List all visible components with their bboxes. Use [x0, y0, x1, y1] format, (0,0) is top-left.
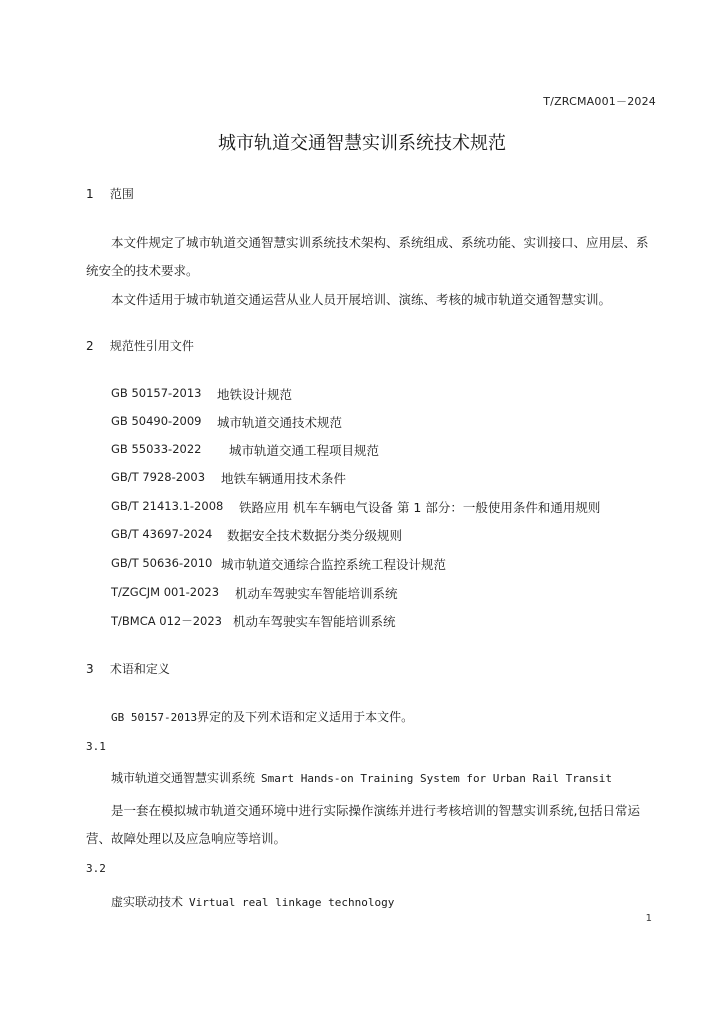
term-3-1-definition-line-1: 是一套在模拟城市轨道交通环境中进行实际操作演练并进行考核培训的智慧实训系统,包括日常运	[111, 803, 640, 818]
term-3-1-en: Smart Hands-on Training System for Urban Rail Transit	[261, 772, 613, 785]
reference-title: 数据安全技术数据分类分级规则	[227, 528, 403, 543]
section-1-heading	[86, 185, 134, 202]
term-3-1-number: 3.1	[86, 740, 106, 753]
section-1-title: 范围	[109, 187, 134, 201]
term-3-1-zh: 城市轨道交通智慧实训系统	[111, 771, 256, 785]
section-3-intro-code: GB 50157-2013	[111, 711, 198, 724]
reference-code: GB 50157-2013	[111, 386, 202, 400]
section-3-number: 3	[86, 662, 94, 676]
reference-code: T/BMCA 012－2023	[111, 614, 222, 628]
standard-code: T/ZRCMA001－2024	[543, 95, 656, 108]
section-1-paragraph-1-line-1: 本文件规定了城市轨道交通智慧实训系统技术架构、系统组成、系统功能、实训接口、应用层、系	[111, 235, 649, 250]
section-3-title: 术语和定义	[109, 662, 170, 676]
section-3-intro	[111, 708, 413, 725]
section-3-intro-text: 界定的及下列术语和定义适用于本文件。	[197, 710, 414, 724]
reference-title: 地铁设计规范	[217, 387, 293, 402]
term-3-2-name	[111, 893, 394, 910]
page-number: 1	[645, 913, 652, 924]
term-3-1-definition-line-2: 营、故障处理以及应急响应等培训。	[86, 831, 287, 846]
reference-code: GB/T 50636-2010	[111, 556, 213, 570]
term-3-2-number: 3.2	[86, 862, 106, 875]
reference-title: 城市轨道交通工程项目规范	[229, 443, 380, 458]
section-2-title: 规范性引用文件	[109, 339, 194, 353]
term-3-2-zh: 虚实联动技术	[111, 895, 184, 909]
reference-code: GB/T 21413.1-2008	[111, 499, 224, 513]
reference-code: GB 50490-2009	[111, 414, 202, 428]
section-1-paragraph-1-line-2: 统安全的技术要求。	[86, 263, 199, 278]
reference-title: 机动车驾驶实车智能培训系统	[235, 586, 398, 601]
section-2-heading	[86, 337, 194, 354]
section-1-paragraph-2: 本文件适用于城市轨道交通运营从业人员开展培训、演练、考核的城市轨道交通智慧实训。	[111, 292, 612, 307]
reference-code: GB/T 7928-2003	[111, 470, 206, 484]
reference-title: 城市轨道交通技术规范	[217, 415, 343, 430]
reference-code: T/ZGCJM 001-2023	[111, 585, 220, 599]
document-title: 城市轨道交通智慧实训系统技术规范	[218, 133, 506, 154]
reference-code: GB 55033-2022	[111, 442, 202, 456]
reference-title: 铁路应用 机车车辆电气设备 第 1 部分：一般使用条件和通用规则	[239, 500, 601, 515]
term-3-1-name	[111, 769, 612, 786]
reference-title: 地铁车辆通用技术条件	[221, 471, 347, 486]
reference-title: 机动车驾驶实车智能培训系统	[233, 614, 396, 629]
term-3-2-en: Virtual real linkage technology	[189, 896, 395, 909]
reference-title: 城市轨道交通综合监控系统工程设计规范	[221, 557, 447, 572]
section-3-heading	[86, 660, 170, 677]
reference-code: GB/T 43697-2024	[111, 527, 213, 541]
section-1-number: 1	[86, 187, 94, 201]
section-2-number: 2	[86, 339, 94, 353]
